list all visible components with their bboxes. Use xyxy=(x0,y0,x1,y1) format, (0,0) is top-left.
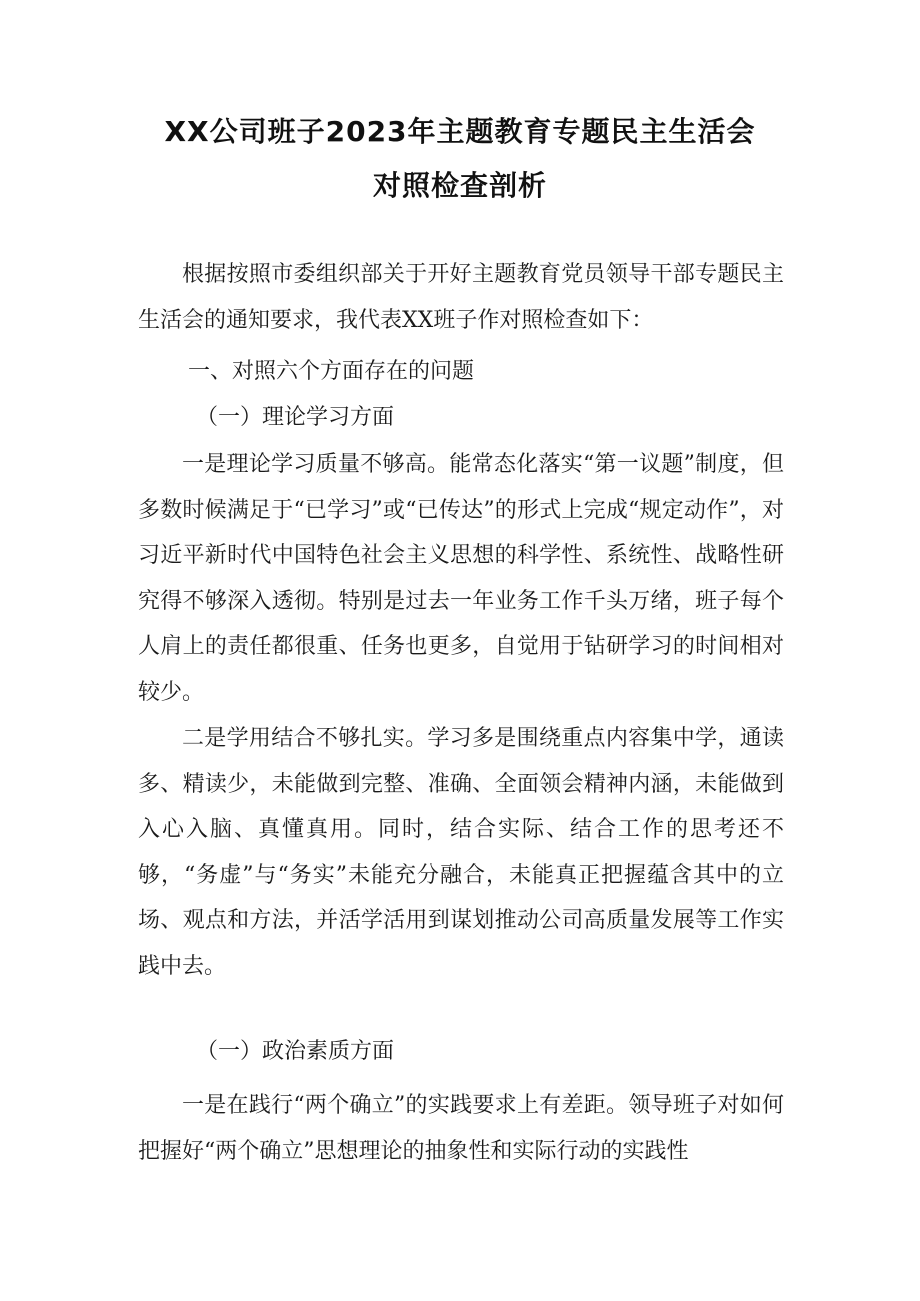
subsection2-heading: （一）政治素质方面 xyxy=(196,1039,395,1064)
subsection1-heading: （一）理论学习方面 xyxy=(196,405,395,430)
intro-paragraph: 根据按照市委组织部关于开好主题教育党员领导干部专题民主生活会的通知要求，我代表XX班子作对照检查如下： xyxy=(138,262,784,333)
paragraph-theory-quality: 一是理论学习质量不够高。能常态化落实“第一议题”制度，但多数时候满足于“已学习”或“已传达”的形式上完成“规定动作”，对习近平新时代中国特色社会主义思想的科学性、系统性、战略性研究得不够深入透彻。特别是过去一年业务工作千头万绪，班子每个人肩上的责任都很重、任务也更多，自觉用于钻研学习的时间相对较少。 xyxy=(138,452,785,705)
section1-heading: 一、对照六个方面存在的问题 xyxy=(188,359,475,384)
paragraph-political-quality: 一是在践行“两个确立”的实践要求上有差距。领导班子对如何把握好“两个确立”思想理论的抽象性和实际行动的实践性 xyxy=(138,1093,784,1164)
document-title-line1: XX公司班子2023年主题教育专题民主生活会 xyxy=(164,115,756,148)
document-title-line2: 对照检查剖析 xyxy=(372,169,547,202)
paragraph-study-application: 二是学用结合不够扎实。学习多是围绕重点内容集中学，通读多、精读少，未能做到完整、准确、全面领会精神内涵，未能做到入心入脑、真懂真用。同时，结合实际、结合工作的思考还不够，“务虚”与“务实”未能充分融合，未能真正把握蕴含其中的立场、观点和方法，并活学活用到谋划推动公司高质量发展等工作实践中去。 xyxy=(138,726,784,979)
